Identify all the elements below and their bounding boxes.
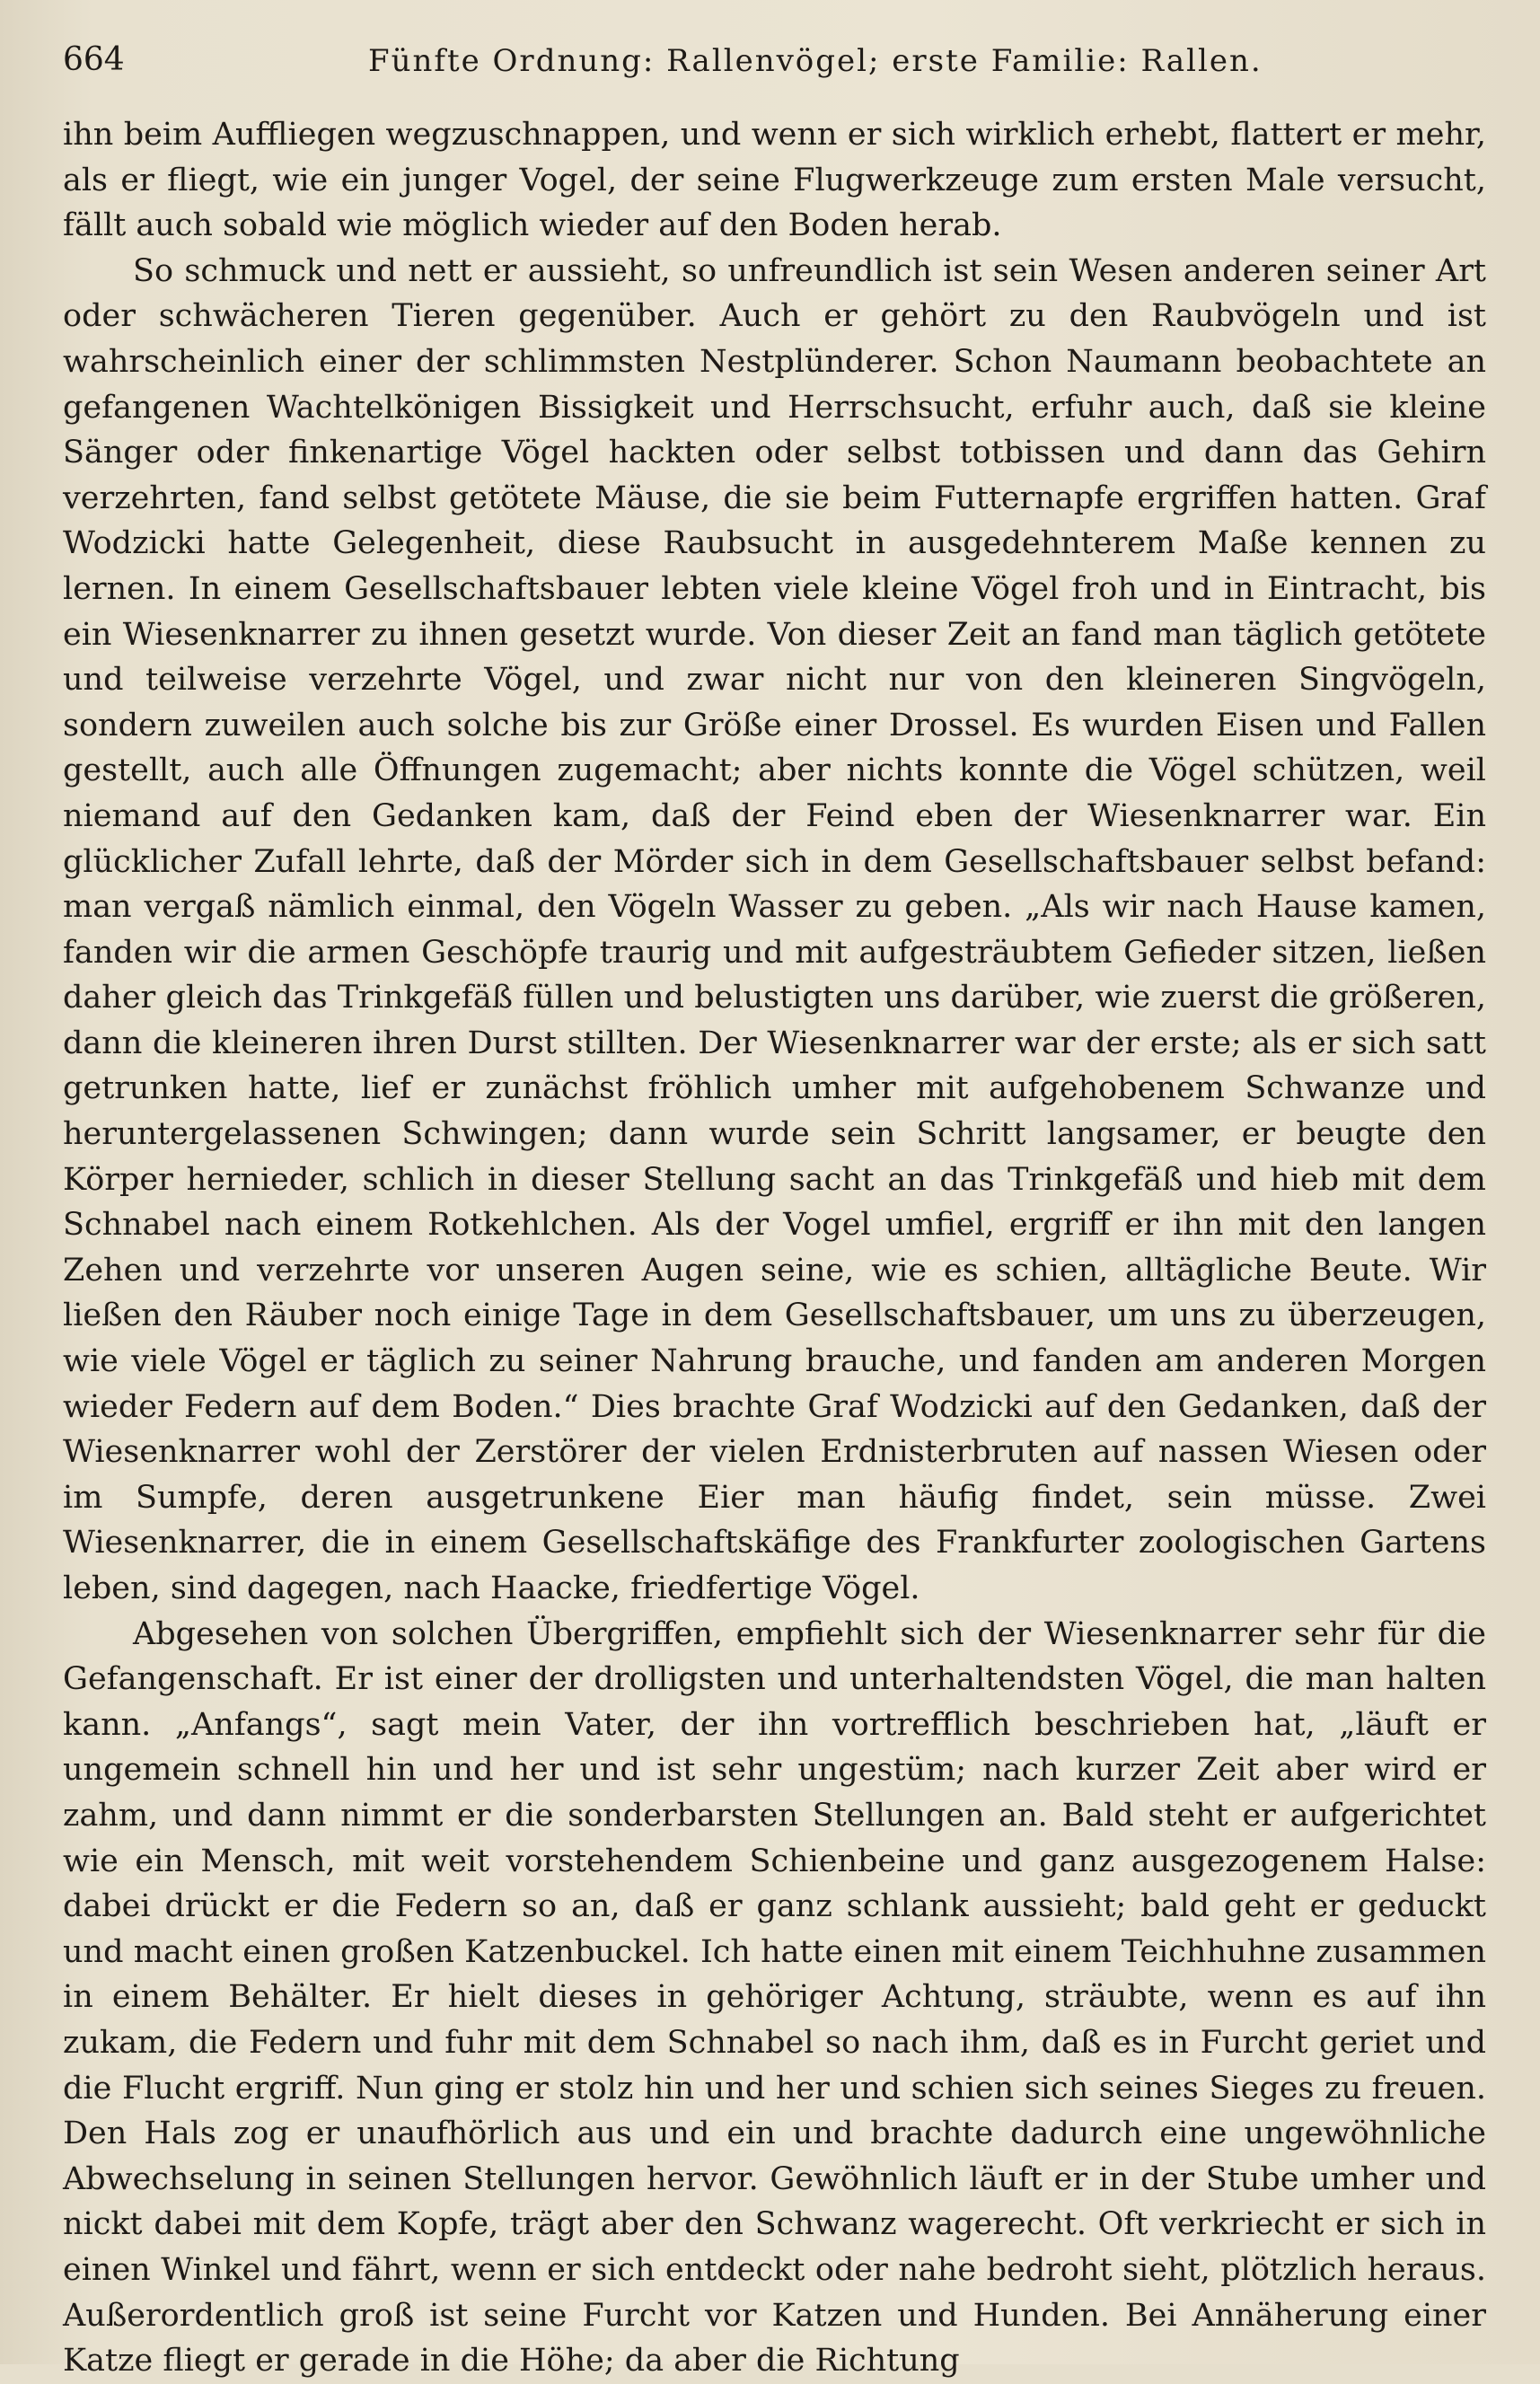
- body-text: [63, 112, 1486, 2384]
- paragraph-temperament: So schmuck und nett er aussieht, so unfreundlich ist sein Wesen anderen seiner Art oder schwächeren Tieren gegenüber. Auch er gehört zu den Raubvögeln und ist wahrscheinlich einer der schlimmsten Nestplünderer. Schon Naumann beobachtete an gefangenen Wachtelkönigen Bissigkeit und Herrschsucht, erfuhr auch, daß sie kleine Sänger oder finkenartige Vögel hackten oder selbst totbissen und dann das Gehirn verzehrten, fand selbst getötete Mäuse, die sie beim Futternapfe ergriffen hatten. Graf Wodzicki hatte Gelegenheit, diese Raubsucht in ausgedehnterem Maße kennen zu lernen. In einem Gesellschaftsbauer lebten viele kleine Vögel froh und in Eintracht, bis ein Wiesenknarrer zu ihnen gesetzt wurde. Von dieser Zeit an fand man täglich getötete und teilweise verzehrte Vögel, und zwar nicht nur von den kleineren Singvögeln, sondern zuweilen auch solche bis zur Größe einer Drossel. Es wurden Eisen und Fallen gestellt, auch alle Öffnungen zugemacht; aber nichts konnte die Vögel schützen, weil niemand auf den Gedanken kam, daß der Feind eben der Wiesenknarrer war. Ein glücklicher Zufall lehrte, daß der Mörder sich in dem Gesellschaftsbauer selbst befand: man vergaß nämlich einmal, den Vögeln Wasser zu geben. „Als wir nach Hause kamen, fanden wir die armen Geschöpfe traurig und mit aufgesträubtem Gefieder sitzen, ließen daher gleich das Trinkgefäß füllen und belustigten uns darüber, wie zuerst die größeren, dann die kleineren ihren Durst stillten. Der Wiesenknarrer war der erste; als er sich satt getrunken hatte, lief er zunächst fröhlich umher mit aufgehobenem Schwanze und heruntergelassenen Schwingen; dann wurde sein Schritt langsamer, er beugte den Körper hernieder, schlich in dieser Stellung sacht an das Trinkgefäß und hieb mit dem Schnabel nach einem Rotkehlchen. Als der Vogel umfiel, ergriff er ihn mit den langen Zehen und verzehrte vor unseren Augen seine, wie es schien, alltägliche Beute. Wir ließen den Räuber noch einige Tage in dem Gesellschaftsbauer, um uns zu überzeugen, wie viele Vögel er täglich zu seiner Nahrung brauche, und fanden am anderen Morgen wieder Federn auf dem Boden.“ Dies brachte Graf Wodzicki auf den Gedanken, daß der Wiesenknarrer wohl der Zerstörer der vielen Erdnisterbruten auf nassen Wiesen oder im Sumpfe, deren ausgetrunkene Eier man häufig findet, sein müsse. Zwei Wiesenknarrer, die in einem Gesellschaftskäfige des Frankfurter zoologischen Gartens leben, sind dagegen, nach Haacke, friedfertige Vögel.: [63, 252, 1486, 1606]
- paragraph-continuation: ihn beim Auffliegen wegzuschnappen, und wenn er sich wirklich erhebt, flattert er mehr, als er fliegt, wie ein junger Vogel, der seine Flugwerkzeuge zum ersten Male versucht, fällt auch sobald wie möglich wieder auf den Boden herab.: [63, 117, 1486, 244]
- running-title: Fünfte Ordnung: Rallenvögel; erste Familie: Rallen.: [368, 43, 1263, 79]
- paragraph-captivity: Abgesehen von solchen Übergriffen, empfiehlt sich der Wiesenknarrer sehr für die Gefangenschaft. Er ist einer der drolligsten und unterhaltendsten Vögel, die man halten kann. „Anfangs“, sagt mein Vater, der ihn vortrefflich beschrieben hat, „läuft er ungemein schnell hin und her und ist sehr ungestüm; nach kurzer Zeit aber wird er zahm, und dann nimmt er die sonderbarsten Stellungen an. Bald steht er aufgerichtet wie ein Mensch, mit weit vorstehendem Schienbeine und ganz ausgezogenem Halse: dabei drückt er die Federn so an, daß er ganz schlank aussieht; bald geht er geduckt und macht einen großen Katzenbuckel. Ich hatte einen mit einem Teichhuhne zusammen in einem Behälter. Er hielt dieses in gehöriger Achtung, sträubte, wenn es auf ihn zukam, die Federn und fuhr mit dem Schnabel so nach ihm, daß es in Furcht geriet und die Flucht ergriff. Nun ging er stolz hin und her und schien sich seines Sieges zu freuen. Den Hals zog er unaufhörlich aus und ein und brachte dadurch eine ungewöhnliche Abwechselung in seinen Stellungen hervor. Gewöhnlich läuft er in der Stube umher und nickt dabei mit dem Kopfe, trägt aber den Schwanz wagerecht. Oft verkriecht er sich in einen Winkel und fährt, wenn er sich entdeckt oder nahe bedroht sieht, plötzlich heraus. Außerordentlich groß ist seine Furcht vor Katzen und Hunden. Bei Annäherung einer Katze fliegt er gerade in die Höhe; da aber die Richtung: [63, 1615, 1486, 2380]
- page-number: 664: [63, 41, 125, 78]
- page-header: [63, 34, 1473, 88]
